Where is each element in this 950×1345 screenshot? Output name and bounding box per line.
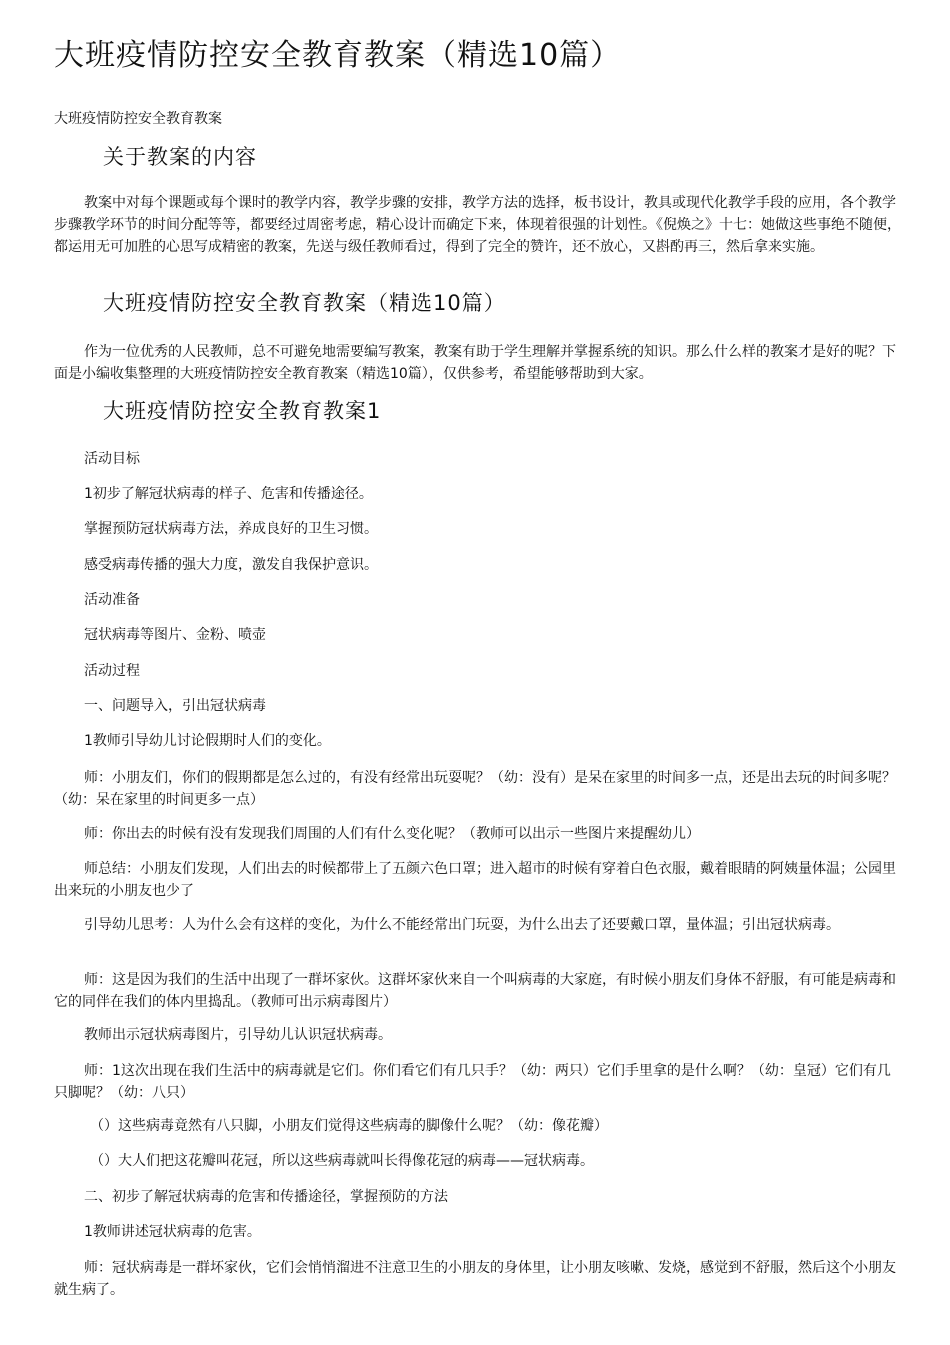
dialog-paragraph-3: 师：这是因为我们的生活中出现了一群坏家伙。这群坏家伙来自一个叫病毒的大家庭，有时候小朋友们身体不舒服，有可能是病毒和它的同伴在我们的体内里捣乱。（教师可出示病毒图片） <box>54 972 896 1010</box>
guide-think-paragraph: 引导幼儿思考：人为什么会有这样的变化，为什么不能经常出门玩耍，为什么出去了还要戴口罩，量体温；引出冠状病毒。 <box>84 917 840 933</box>
goal-item-3: 感受病毒传播的强大力度，激发自我保护意识。 <box>84 557 378 573</box>
step1-item-1: 1教师引导幼儿讨论假期时人们的变化。 <box>84 733 331 749</box>
step2-title: 二、初步了解冠状病毒的危害和传播途径，掌握预防的方法 <box>84 1189 448 1205</box>
dialog-paragraph-2: 师：你出去的时候有没有发现我们周围的人们有什么变化呢？（教师可以出示一些图片来提醒幼儿） <box>84 826 700 842</box>
show-picture-step: 教师出示冠状病毒图片，引导幼儿认识冠状病毒。 <box>84 1027 392 1043</box>
prep-title: 活动准备 <box>84 592 140 608</box>
section-heading-intro: 大班疫情防控安全教育教案（精选10篇） <box>103 291 506 315</box>
dialog-paragraph-4: 师：1这次出现在我们生活中的病毒就是它们。你们看它们有几只手？（幼：两只）它们手里拿的是什么啊？（幼：皇冠）它们有几只脚呢？（幼：八只） <box>54 1063 891 1101</box>
step1-title: 一、问题导入，引出冠状病毒 <box>84 698 266 714</box>
intro-paragraph: 作为一位优秀的人民教师，总不可避免地需要编写教案，教案有助于学生理解并掌握系统的知识。那么什么样的教案才是好的呢？下面是小编收集整理的大班疫情防控安全教育教案（精选10篇），仅供参考，希望能够帮助到大家。 <box>54 344 896 382</box>
document-title: 大班疫情防控安全教育教案（精选10篇） <box>54 38 622 73</box>
prep-items: 冠状病毒等图片、金粉、喷壶 <box>84 627 266 643</box>
dialog-paragraph-5: 师：冠状病毒是一群坏家伙，它们会悄悄溜进不注意卫生的小朋友的身体里，让小朋友咳嗽、发烧，感觉到不舒服，然后这个小朋友就生病了。 <box>54 1260 896 1298</box>
goal-item-2: 掌握预防冠状病毒方法，养成良好的卫生习惯。 <box>84 521 378 537</box>
sub-item-2: （）这些病毒竟然有八只脚，小朋友们觉得这些病毒的脚像什么呢？（幼：像花瓣） <box>90 1118 608 1134</box>
process-title: 活动过程 <box>84 663 140 679</box>
step2-item-1: 1教师讲述冠状病毒的危害。 <box>84 1224 261 1240</box>
dialog-paragraph-1: 师：小朋友们，你们的假期都是怎么过的，有没有经常出玩耍呢？（幼：没有）是呆在家里的时间多一点，还是出去玩的时间多呢？（幼：呆在家里的时间更多一点） <box>54 770 896 808</box>
goal-item-1: 1初步了解冠状病毒的样子、危害和传播途径。 <box>84 486 373 502</box>
goal-title: 活动目标 <box>84 451 140 467</box>
section-heading-about: 关于教案的内容 <box>103 145 257 169</box>
summary-paragraph: 师总结：小朋友们发现，人们出去的时候都带上了五颜六色口罩；进入超市的时候有穿着白色衣服，戴着眼睛的阿姨量体温；公园里出来玩的小朋友也少了 <box>54 861 896 899</box>
section-heading-lesson1: 大班疫情防控安全教育教案1 <box>103 399 382 423</box>
about-paragraph: 教案中对每个课题或每个课时的教学内容，教学步骤的安排，教学方法的选择，板书设计，教具或现代化教学手段的应用，各个教学步骤教学环节的时间分配等等，都要经过周密考虑，精心设计而确定下来，体现着很强的计划性。《倪焕之》十七：她做这些事绝不随便，都运用无可加胜的心思写成精密的教案，先送与级任教师看过，得到了完全的赞许，还不放心，又斟酌再三，然后拿来实施。 <box>54 195 901 255</box>
sub-item-3: （）大人们把这花瓣叫花冠，所以这些病毒就叫长得像花冠的病毒——冠状病毒。 <box>90 1153 594 1169</box>
document-subtitle: 大班疫情防控安全教育教案 <box>54 111 222 127</box>
